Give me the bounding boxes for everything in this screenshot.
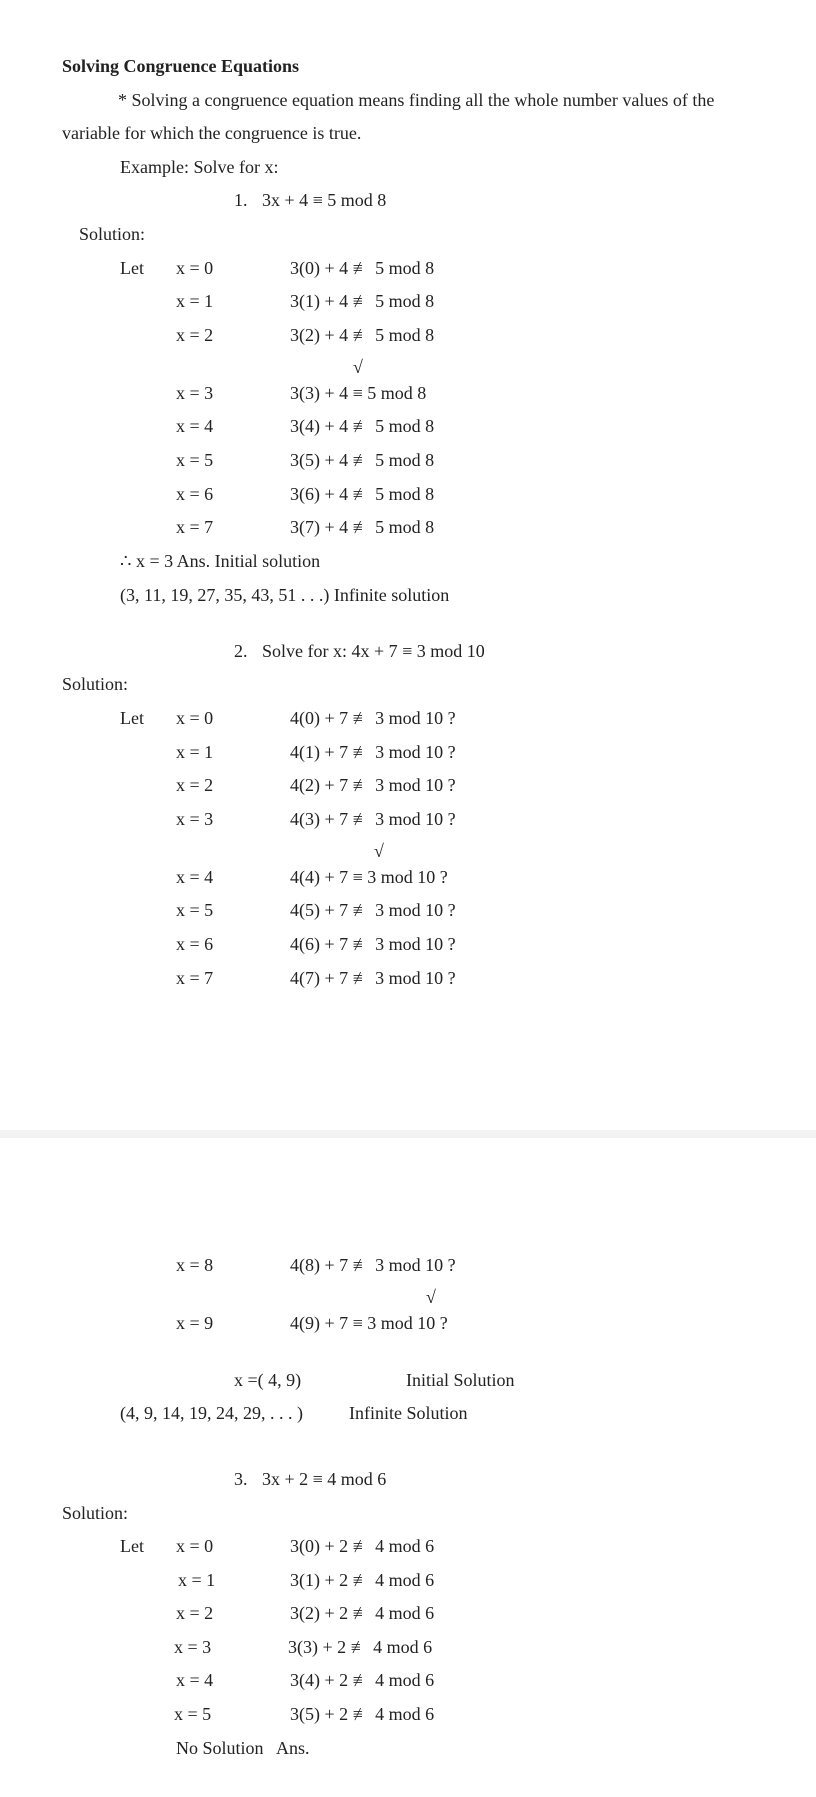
p1-row4-x: x = 4 [176,416,214,436]
intro-line-2: variable for which the congruence is true. [62,123,362,143]
p3-row4-eq: 3(4) + 2 ≢ 4 mod 6 [290,1670,435,1690]
p3-row3-eq: 3(3) + 2 ≢ 4 mod 6 [288,1637,433,1657]
problem2-answer: x =( 4, 9) [234,1370,302,1390]
p1-row7-eq: 3(7) + 4 ≢ 5 mod 8 [290,517,435,537]
problem2-infinite-solution: (4, 9, 14, 19, 24, 29, . . . ) [120,1403,303,1423]
p2-row8-x: x = 8 [176,1255,214,1275]
p1-row4-eq: 3(4) + 4 ≢ 5 mod 8 [290,416,435,436]
problem1-infinite-solution: (3, 11, 19, 27, 35, 43, 51 . . .) Infinite solution [120,585,450,605]
p1-row1-x: x = 1 [176,291,214,311]
p2-row2-x: x = 2 [176,775,214,795]
page-title: Solving Congruence Equations [62,56,300,76]
problem2-equation: Solve for x: 4x + 7 ≡ 3 mod 10 [262,641,485,661]
p2-check-mark-1: √ [374,841,384,861]
p3-row1-eq: 3(1) + 2 ≢ 4 mod 6 [290,1570,435,1590]
problem3-answer: No Solution [176,1738,264,1758]
p1-row3-eq: 3(3) + 4 ≡ 5 mod 8 [290,383,427,403]
problem2-infinite-label: Infinite Solution [349,1403,468,1423]
problem3-ans-label: Ans. [276,1738,310,1758]
problem1-equation: 3x + 4 ≡ 5 mod 8 [262,190,387,210]
p3-row0-x: x = 0 [176,1536,214,1556]
problem3-equation: 3x + 2 ≡ 4 mod 6 [262,1469,387,1489]
p2-row7-eq: 4(7) + 7 ≢ 3 mod 10 ? [290,968,456,988]
p3-row5-x: x = 5 [174,1704,212,1724]
page-break-gap [0,1130,816,1138]
p3-row2-eq: 3(2) + 2 ≢ 4 mod 6 [290,1603,435,1623]
problem2-solution-label: Solution: [62,674,129,694]
p2-row6-x: x = 6 [176,934,214,954]
p2-row4-x: x = 4 [176,867,214,887]
problem2-number: 2. [234,641,248,661]
p1-row6-x: x = 6 [176,484,214,504]
p1-row2-eq: 3(2) + 4 ≢ 5 mod 8 [290,325,435,345]
p1-row0-eq: 3(0) + 4 ≢ 5 mod 8 [290,258,435,278]
p2-row5-x: x = 5 [176,900,214,920]
problem1-answer: ∴ x = 3 Ans. Initial solution [120,551,321,571]
p1-row6-eq: 3(6) + 4 ≢ 5 mod 8 [290,484,435,504]
p2-row7-x: x = 7 [176,968,214,988]
example-label: Example: Solve for x: [120,157,279,177]
problem3-solution-label: Solution: [62,1503,129,1523]
p2-row0-x: x = 0 [176,708,214,728]
p2-row2-eq: 4(2) + 7 ≢ 3 mod 10 ? [290,775,456,795]
problem1-solution-label: Solution: [79,224,146,244]
p1-row5-x: x = 5 [176,450,214,470]
p2-row0-eq: 4(0) + 7 ≢ 3 mod 10 ? [290,708,456,728]
p1-row3-x: x = 3 [176,383,214,403]
p2-check-mark-2: √ [426,1287,436,1307]
p3-row3-x: x = 3 [174,1637,212,1657]
p3-row4-x: x = 4 [176,1670,214,1690]
p3-row5-eq: 3(5) + 2 ≢ 4 mod 6 [290,1704,435,1724]
p2-row5-eq: 4(5) + 7 ≢ 3 mod 10 ? [290,900,456,920]
p3-row2-x: x = 2 [176,1603,214,1623]
problem2-answer-label: Initial Solution [406,1370,515,1390]
problem1-number: 1. [234,190,248,210]
p2-row6-eq: 4(6) + 7 ≢ 3 mod 10 ? [290,934,456,954]
p1-check-mark: √ [353,357,363,377]
p1-row2-x: x = 2 [176,325,214,345]
p2-row1-eq: 4(1) + 7 ≢ 3 mod 10 ? [290,742,456,762]
p3-row1-x: x = 1 [178,1570,216,1590]
p2-row3-eq: 4(3) + 7 ≢ 3 mod 10 ? [290,809,456,829]
p2-row1-x: x = 1 [176,742,214,762]
p2-row3-x: x = 3 [176,809,214,829]
p3-row0-eq: 3(0) + 2 ≢ 4 mod 6 [290,1536,435,1556]
p2-row9-eq: 4(9) + 7 ≡ 3 mod 10 ? [290,1313,448,1333]
problem1-let-label: Let [120,258,144,278]
problem3-number: 3. [234,1469,248,1489]
p1-row5-eq: 3(5) + 4 ≢ 5 mod 8 [290,450,435,470]
p2-row9-x: x = 9 [176,1313,214,1333]
problem2-let-label: Let [120,708,144,728]
p1-row7-x: x = 7 [176,517,214,537]
p1-row1-eq: 3(1) + 4 ≢ 5 mod 8 [290,291,435,311]
p2-row4-eq: 4(4) + 7 ≡ 3 mod 10 ? [290,867,448,887]
p2-row8-eq: 4(8) + 7 ≢ 3 mod 10 ? [290,1255,456,1275]
problem3-let-label: Let [120,1536,144,1556]
intro-line-1: * Solving a congruence equation means finding all the whole number values of the [118,90,715,110]
p1-row0-x: x = 0 [176,258,214,278]
